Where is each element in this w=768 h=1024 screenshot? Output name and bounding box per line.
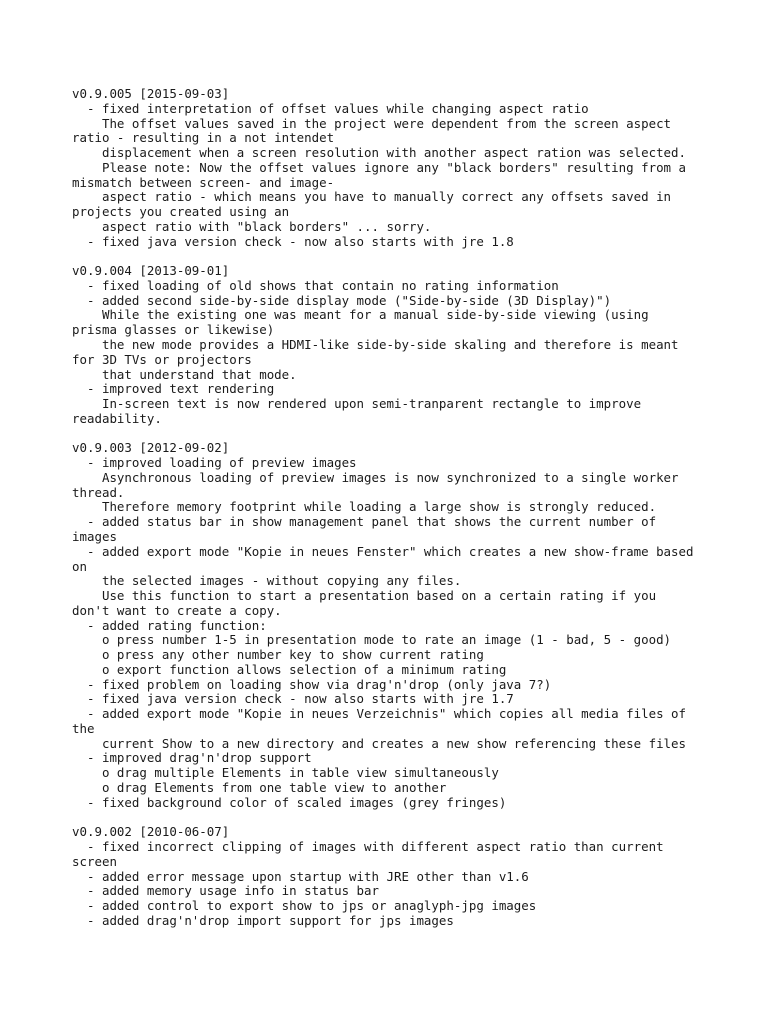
changelog-line: - fixed background color of scaled images (grey fringes) [72,794,507,810]
changelog-line: readability. [72,410,162,426]
changelog-line: - added error message upon startup with JRE other than v1.6 [72,868,529,884]
changelog-line: - added export mode "Kopie in neues Fenster" which creates a new show-frame based [72,543,694,559]
changelog-line: ratio - resulting in a not intendet [72,130,335,146]
changelog-line: - improved loading of preview images [72,455,357,471]
release-section [72,825,704,928]
changelog-line: In-screen text is now rendered upon semi-tranparent rectangle to improve [72,396,642,412]
changelog-line: mismatch between screen- and image- [72,174,335,190]
changelog-line: screen [72,853,117,869]
changelog-line: images [72,528,117,544]
changelog-line: - improved text rendering [72,381,275,397]
changelog-line: aspect ratio - which means you have to manually correct any offsets saved in [72,189,672,205]
changelog-line: thread. [72,484,125,500]
release-header: v0.9.002 [2010-06-07] [72,824,230,840]
changelog-line: o drag Elements from one table view to another [72,779,447,795]
changelog-line: - added control to export show to jps or anaglyph-jpg images [72,898,537,914]
release-header: v0.9.005 [2015-09-03] [72,86,230,101]
changelog-line: aspect ratio with "black borders" ... sorry. [72,218,432,234]
changelog-line: - fixed incorrect clipping of images with different aspect ratio than current [72,839,664,855]
release-header: v0.9.004 [2013-09-01] [72,263,230,279]
changelog-document [72,87,704,943]
changelog-line: o drag multiple Elements in table view simultaneously [72,765,499,781]
changelog-line: - added export mode "Kopie in neues Verzeichnis" which copies all media files of [72,706,687,722]
release-section [72,264,704,426]
changelog-line: the new mode provides a HDMI-like side-by-side skaling and therefore is meant [72,337,679,353]
changelog-line: Use this function to start a presentation based on a certain rating if you [72,588,657,604]
changelog-line: current Show to a new directory and creates a new show referencing these files [72,735,687,751]
changelog-line: While the existing one was meant for a manual side-by-side viewing (using [72,307,649,323]
release-header: v0.9.003 [2012-09-02] [72,440,230,456]
changelog-line: the [72,720,95,736]
changelog-line: - added rating function: [72,617,267,633]
changelog-line: - fixed loading of old shows that contain no rating information [72,277,559,293]
release-section [72,441,704,810]
changelog-line: - added memory usage info in status bar [72,883,380,899]
changelog-line: projects you created using an [72,204,290,220]
changelog-line: - added status bar in show management panel that shows the current number of [72,514,657,530]
changelog-line: Asynchronous loading of preview images is now synchronized to a single worker [72,469,679,485]
changelog-line: o export function allows selection of a minimum rating [72,661,507,677]
changelog-line: the selected images - without copying any files. [72,573,462,589]
changelog-line: don't want to create a copy. [72,602,282,618]
changelog-line: - fixed java version check - now also starts with jre 1.7 [72,691,514,707]
changelog-line: o press number 1-5 in presentation mode to rate an image (1 - bad, 5 - good) [72,632,672,648]
changelog-line: - fixed problem on loading show via drag'n'drop (only java 7?) [72,676,552,692]
changelog-line: that understand that mode. [72,366,297,382]
changelog-line: on [72,558,87,574]
changelog-line: The offset values saved in the project were dependent from the screen aspect [72,115,672,131]
changelog-line: displacement when a screen resolution with another aspect ration was selected. [72,145,687,161]
changelog-line: - fixed java version check - now also starts with jre 1.8 [72,233,514,249]
changelog-line: Therefore memory footprint while loading a large show is strongly reduced. [72,499,657,515]
changelog-line: - added drag'n'drop import support for jps images [72,912,454,928]
changelog-line: o press any other number key to show current rating [72,647,484,663]
changelog-line: for 3D TVs or projectors [72,351,252,367]
changelog-line: - added second side-by-side display mode ("Side-by-side (3D Display)") [72,292,612,308]
changelog-line: - fixed interpretation of offset values while changing aspect ratio [72,100,589,116]
changelog-line: Please note: Now the offset values ignore any "black borders" resulting from a [72,159,687,175]
release-section [72,87,704,249]
changelog-line: - improved drag'n'drop support [72,750,312,766]
changelog-line: prisma glasses or likewise) [72,322,275,338]
